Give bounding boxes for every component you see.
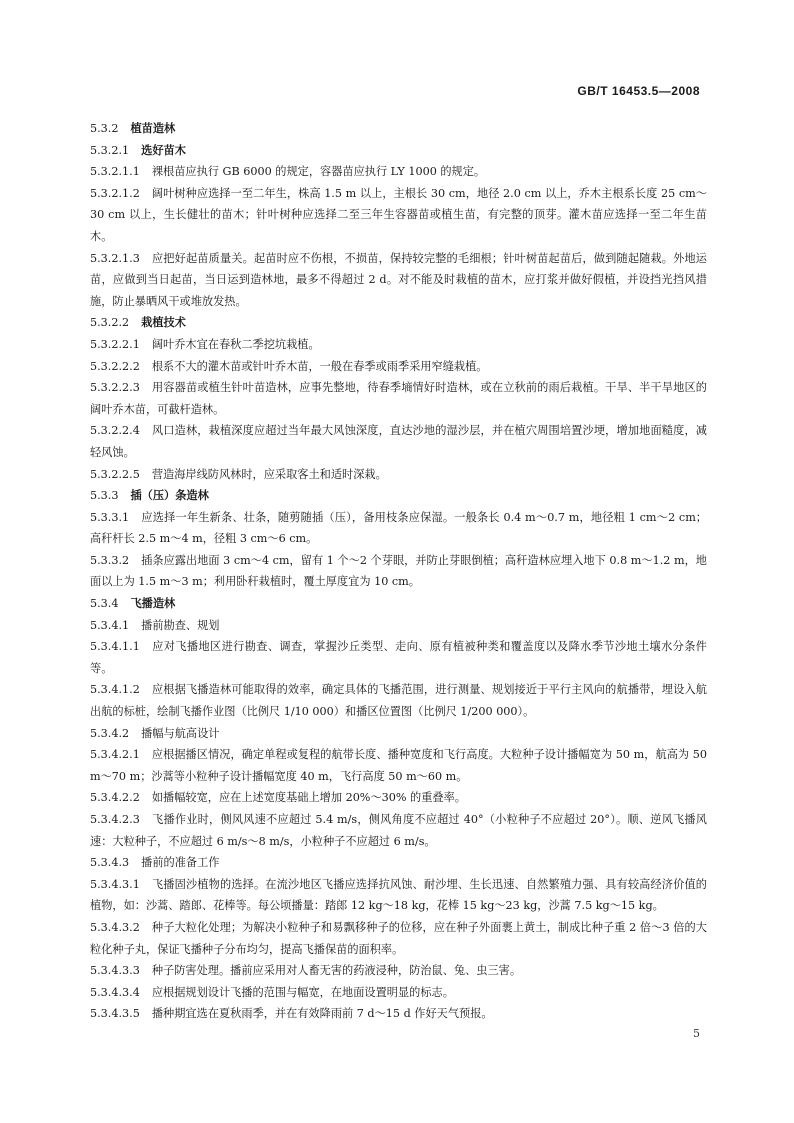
- clause-text: 应选择一年生新条、壮条，随剪随插（压），备用枝条应保湿。一般条长 0.4 m～0.7 m，地径粗 1 cm～2 cm；高秆杆长 2.5 m～4 m，径粗 3 cm～6 cm。: [90, 510, 707, 546]
- clause-number: 5.3.4.3.1: [90, 877, 140, 891]
- clause-text: 营造海岸线防风林时，应采取客土和适时深栽。: [151, 467, 387, 481]
- clause-number: 5.3.2.1.2: [90, 186, 140, 200]
- clause-paragraph: [90, 248, 707, 313]
- section-heading: [90, 118, 707, 140]
- clause-paragraph: [90, 334, 707, 356]
- clause-paragraph: [90, 1003, 707, 1025]
- clause-paragraph: [90, 377, 707, 420]
- clause-text: 播前的准备工作: [141, 856, 220, 870]
- clause-paragraph: [90, 874, 707, 917]
- clause-paragraph: [90, 636, 707, 679]
- clause-number: 5.3.4.1.2: [90, 683, 140, 697]
- heading-text: 植苗造林: [130, 122, 176, 135]
- clause-paragraph: [90, 982, 707, 1004]
- clause-text: 如播幅较宽，应在上述宽度基础上增加 20%～30% 的重叠率。: [151, 791, 466, 805]
- section-heading: [90, 485, 707, 507]
- clause-paragraph: [90, 744, 707, 787]
- clause-text: 根系不大的灌木苗或针叶乔木苗，一般在春季或雨季采用窄缝栽植。: [151, 359, 488, 373]
- clause-number: 5.3.4.3.5: [90, 1007, 140, 1021]
- clause-text: 播前勘查、规划: [141, 618, 220, 632]
- heading-text: 栽植技术: [141, 316, 186, 330]
- clause-number: 5.3.2.2.5: [90, 467, 140, 481]
- clause-paragraph: [90, 464, 707, 486]
- clause-number: 5.3.2.2.4: [90, 424, 140, 438]
- clause-number: 5.3.3: [90, 489, 119, 503]
- clause-paragraph: [90, 183, 707, 248]
- section-heading: [90, 312, 707, 334]
- heading-text: 插（压）条造林: [130, 489, 209, 503]
- clause-number: 5.3.4.1: [90, 618, 130, 632]
- clause-paragraph: [90, 507, 707, 550]
- clause-number: 5.3.3.1: [90, 510, 130, 524]
- clause-number: 5.3.4.2.1: [90, 748, 140, 762]
- clause-paragraph: [90, 420, 707, 463]
- clause-text: 飞播作业时，侧风风速不应超过 5.4 m/s，侧风角度不应超过 40°（小粒种子不应超过 20°）。顺、逆风飞播风速：大粒种子，不应超过 6 m/s～8 m/s，小粒种子不应超过 6 m/s。: [90, 813, 707, 848]
- clause-paragraph: [90, 852, 707, 874]
- document-body: [90, 118, 707, 1025]
- clause-number: 5.3.4.3: [90, 856, 130, 870]
- clause-paragraph: [90, 615, 707, 637]
- clause-paragraph: [90, 161, 707, 183]
- section-heading: [90, 140, 707, 162]
- clause-text: 风口造林，栽植深度应超过当年最大风蚀深度，直达沙地的湿沙层，并在植穴周围培置沙埂，增加地面糙度，减轻风蚀。: [90, 424, 707, 459]
- clause-text: 阔叶树种应选择一至二年生，株高 1.5 m 以上，主根长 30 cm，地径 2.0 cm 以上，乔木主根系长度 25 cm～30 cm 以上，生长健壮的苗木；针叶树种应选择二至三年生容器苗或植生苗，有完整的顶芽。灌木苗应选择一至二年生苗木。: [90, 186, 707, 243]
- clause-number: 5.3.2.1: [90, 143, 130, 157]
- clause-text: 应把好起苗质量关。起苗时应不伤根，不损苗，保持较完整的毛细根；针叶树苗起苗后，做到随起随栽。外地运苗，应做到当日起苗，当日运到造林地，最多不得超过 2 d。对不能及时栽植的苗木，应打浆并做好假植，并设挡光挡风措施，防止暴晒风干或堆放发热。: [90, 251, 707, 308]
- clause-number: 5.3.2.1.1: [90, 165, 140, 179]
- clause-paragraph: [90, 723, 707, 745]
- clause-paragraph: [90, 809, 707, 852]
- clause-number: 5.3.2.1.3: [90, 251, 140, 265]
- clause-text: 插条应露出地面 3 cm～4 cm，留有 1 个～2 个芽眼，并防止芽眼倒植；高秆造林应埋入地下 0.8 m～1.2 m，地面以上为 1.5 m～3 m；利用卧秆栽植时，覆土厚度宜为 10 cm。: [90, 553, 707, 589]
- heading-text: 选好苗木: [141, 143, 186, 157]
- clause-text: 播种期宜选在夏秋雨季，并在有效降雨前 7 d～15 d 作好天气预报。: [151, 1007, 493, 1021]
- page-number: 5: [693, 1027, 700, 1040]
- clause-text: 应根据飞播造林可能取得的效率，确定具体的飞播范围，进行测量、规划接近于平行主风向的航播带，埋设入航出航的标桩，绘制飞播作业图（比例尺 1/10 000）和播区位置图（比例尺 1/200 000）。: [90, 683, 707, 719]
- clause-text: 应根据规划设计飞播的范围与幅宽，在地面设置明显的标志。: [151, 985, 454, 999]
- clause-text: 裸根苗应执行 GB 6000 的规定，容器苗应执行 LY 1000 的规定。: [151, 165, 486, 179]
- clause-paragraph: [90, 917, 707, 960]
- clause-number: 5.3.4: [90, 597, 119, 611]
- section-heading: [90, 593, 707, 615]
- clause-number: 5.3.2.2.1: [90, 337, 140, 351]
- clause-number: 5.3.4.2.3: [90, 813, 140, 826]
- clause-text: 播幅与航高设计: [141, 726, 220, 740]
- clause-paragraph: [90, 960, 707, 982]
- clause-text: 应对飞播地区进行勘查、调查，掌握沙丘类型、走向、原有植被种类和覆盖度以及降水季节沙地土壤水分条件等。: [90, 640, 707, 675]
- standard-code: GB/T 16453.5—2008: [577, 84, 700, 98]
- clause-number: 5.3.2: [90, 122, 119, 135]
- clause-number: 5.3.4.2: [90, 726, 130, 740]
- heading-text: 飞播造林: [130, 597, 176, 611]
- clause-paragraph: [90, 679, 707, 722]
- clause-text: 阔叶乔木宜在春秋二季挖坑栽植。: [151, 337, 320, 351]
- clause-number: 5.3.4.2.2: [90, 791, 140, 805]
- clause-number: 5.3.3.2: [90, 553, 130, 567]
- clause-text: 种子防害处理。播前应采用对人畜无害的药液浸种，防治鼠、兔、虫三害。: [151, 964, 522, 978]
- clause-text: 应根据播区情况，确定单程或复程的航带长度、播种宽度和飞行高度。大粒种子设计播幅宽为 50 m，航高为 50 m～70 m；沙蒿等小粒种子设计播幅宽度 40 m，飞行高度 50 m～60 m。: [90, 748, 707, 783]
- clause-number: 5.3.4.3.2: [90, 920, 140, 934]
- clause-number: 5.3.4.1.1: [90, 640, 140, 654]
- clause-number: 5.3.2.2: [90, 316, 130, 330]
- clause-paragraph: [90, 787, 707, 809]
- clause-text: 用容器苗或植生针叶苗造林，应事先整地，待春季墒情好时造林，或在立秋前的雨后栽植。干旱、半干旱地区的阔叶乔木苗，可截杆造林。: [90, 381, 707, 416]
- clause-paragraph: [90, 550, 707, 593]
- clause-number: 5.3.2.2.2: [90, 359, 140, 373]
- clause-paragraph: [90, 356, 707, 378]
- clause-text: 飞播固沙植物的选择。在流沙地区飞播应选择抗风蚀、耐沙埋、生长迅速、自然繁殖力强、具有较高经济价值的植物，如：沙蒿、踏郎、花棒等。每公顷播量：踏郎 12 kg～18 kg，花棒 15 kg～23 kg，沙蒿 7.5 kg～15 kg。: [90, 877, 707, 913]
- clause-text: 种子大粒化处理；为解决小粒种子和易飘移种子的位移，应在种子外面裹上黄土，制成比种子重 2 倍～3 倍的大粒化种子丸，保证飞播种子分布均匀，提高飞播保苗的面积率。: [90, 920, 707, 956]
- clause-number: 5.3.2.2.3: [90, 381, 140, 395]
- clause-number: 5.3.4.3.4: [90, 985, 140, 999]
- clause-number: 5.3.4.3.3: [90, 964, 140, 978]
